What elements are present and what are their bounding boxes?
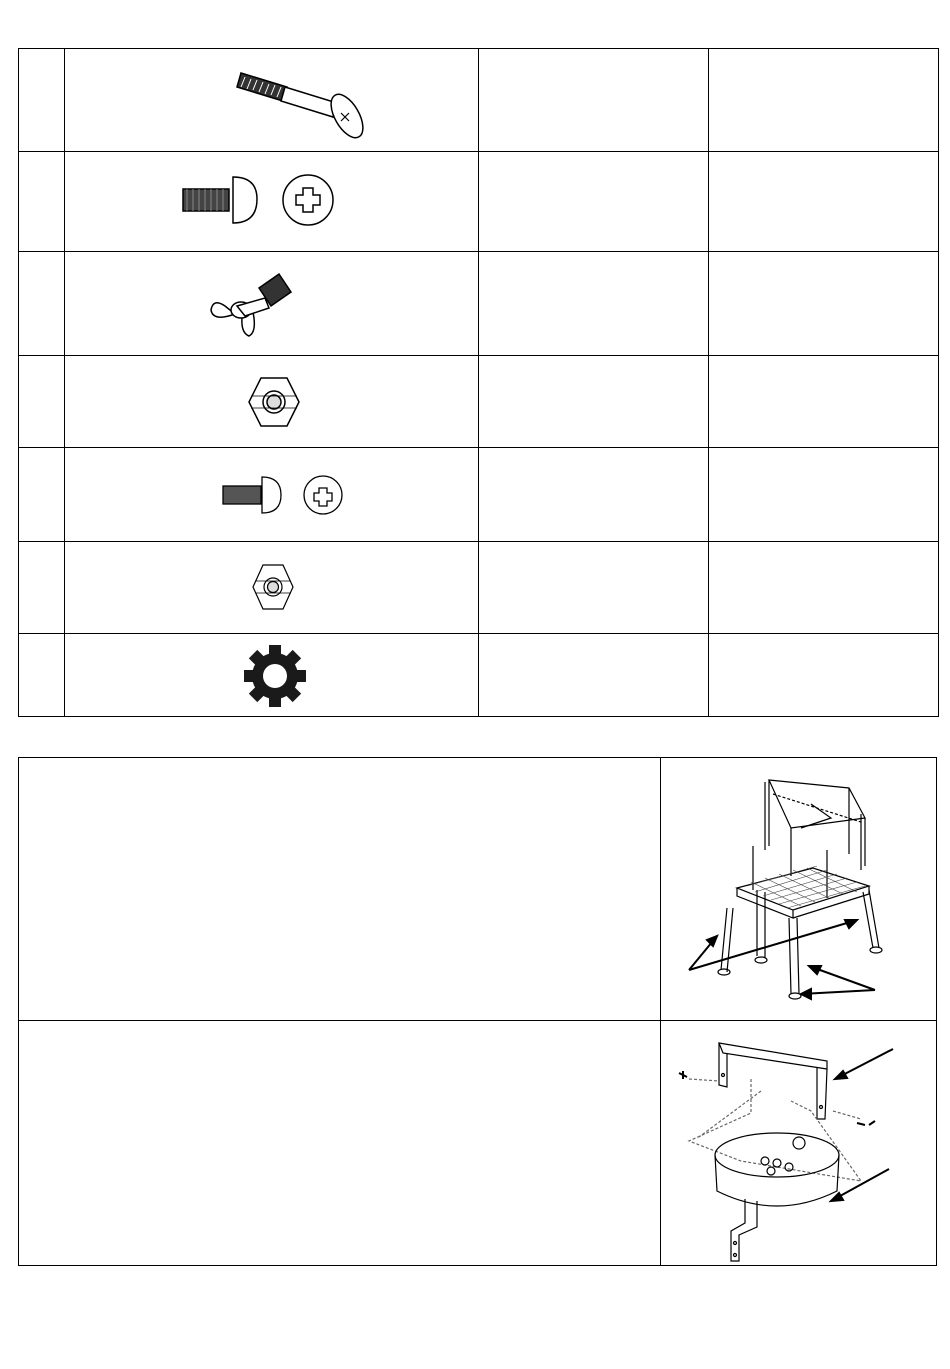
part-description-cell <box>479 252 709 356</box>
part-quantity-cell <box>709 542 939 634</box>
step-text-cell <box>19 1021 661 1266</box>
pan-head-screw-icon <box>65 152 478 252</box>
part-image-cell <box>65 634 479 717</box>
table-row <box>19 252 939 356</box>
stand-frame-legs-diagram <box>661 758 936 1021</box>
part-description-cell <box>479 152 709 252</box>
part-image-cell <box>65 252 479 356</box>
wing-bolt-icon <box>65 252 478 356</box>
part-number-cell <box>19 634 65 717</box>
table-row <box>19 356 939 448</box>
carriage-bolt-icon <box>65 49 478 152</box>
table-row <box>19 1021 937 1266</box>
step-illustration-cell <box>661 1021 937 1266</box>
table-row <box>19 758 937 1021</box>
table-row <box>19 152 939 252</box>
parts-table <box>18 48 939 717</box>
small-hex-nut-icon <box>65 542 478 634</box>
small-pan-head-screw-icon <box>65 448 478 542</box>
part-image-cell <box>65 356 479 448</box>
part-number-cell <box>19 252 65 356</box>
part-description-cell <box>479 356 709 448</box>
gear-icon <box>65 634 478 717</box>
part-image-cell <box>65 448 479 542</box>
part-number-cell <box>19 356 65 448</box>
part-number-cell <box>19 448 65 542</box>
part-number-cell <box>19 542 65 634</box>
part-image-cell <box>65 152 479 252</box>
part-description-cell <box>479 634 709 717</box>
part-quantity-cell <box>709 634 939 717</box>
burner-bracket-diagram <box>661 1021 936 1266</box>
part-number-cell <box>19 49 65 152</box>
part-quantity-cell <box>709 448 939 542</box>
step-illustration-cell <box>661 758 937 1021</box>
part-quantity-cell <box>709 252 939 356</box>
part-quantity-cell <box>709 152 939 252</box>
hex-nut-icon <box>65 356 478 448</box>
part-number-cell <box>19 152 65 252</box>
part-quantity-cell <box>709 49 939 152</box>
part-image-cell <box>65 49 479 152</box>
table-row <box>19 542 939 634</box>
part-quantity-cell <box>709 356 939 448</box>
part-image-cell <box>65 542 479 634</box>
part-description-cell <box>479 49 709 152</box>
part-description-cell <box>479 542 709 634</box>
part-description-cell <box>479 448 709 542</box>
table-row <box>19 634 939 717</box>
assembly-steps-table <box>18 757 937 1266</box>
table-row <box>19 448 939 542</box>
step-text-cell <box>19 758 661 1021</box>
table-row <box>19 49 939 152</box>
